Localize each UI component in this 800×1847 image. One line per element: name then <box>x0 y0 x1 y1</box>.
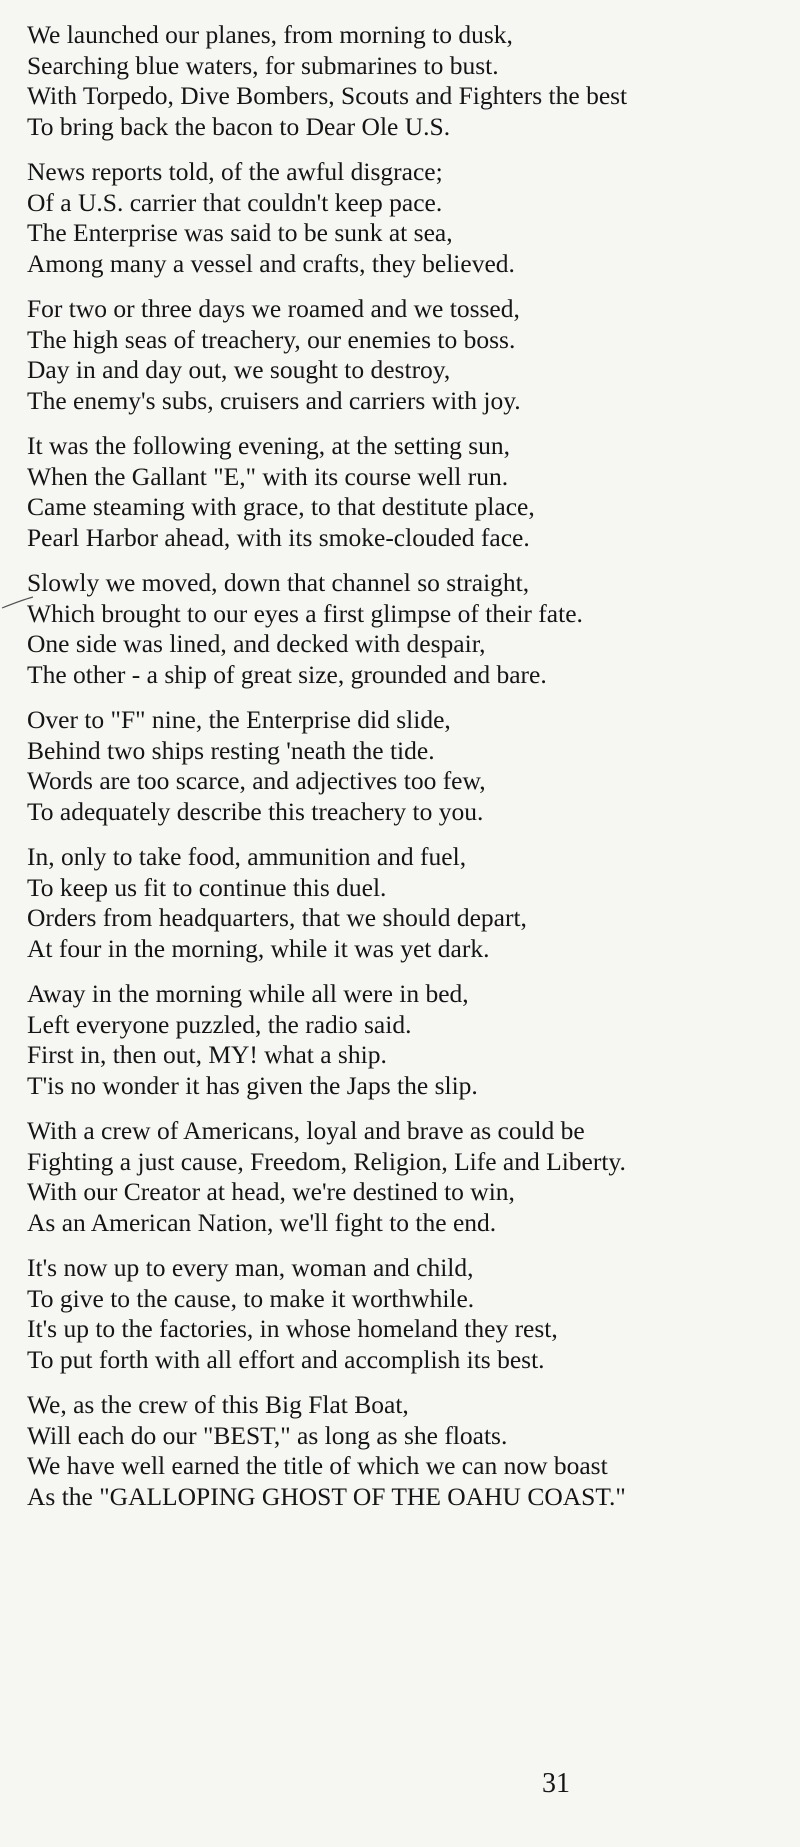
poem-line: Left everyone puzzled, the radio said. <box>27 1009 412 1039</box>
poem-line: Came steaming with grace, to that destitute place, <box>27 492 535 521</box>
stanza <box>27 1390 767 1512</box>
stanza <box>27 157 767 279</box>
poem-line: We launched our planes, from morning to dusk, <box>27 20 513 49</box>
stanza <box>27 431 767 553</box>
poem-line: Day in and day out, we sought to destroy, <box>27 355 451 384</box>
stanza <box>27 1116 767 1238</box>
poem-line: Will each do our "BEST," as long as she floats. <box>27 1420 508 1450</box>
poem-line: It was the following evening, at the setting sun, <box>27 431 510 460</box>
poem-line: The Enterprise was said to be sunk at sea, <box>27 218 453 247</box>
poem-line: It's now up to every man, woman and child, <box>27 1253 474 1282</box>
poem-line: Of a U.S. carrier that couldn't keep pace. <box>27 187 443 217</box>
poem-line: As the "GALLOPING GHOST OF THE OAHU COAST." <box>27 1481 626 1511</box>
poem-line: At four in the morning, while it was yet dark. <box>27 933 490 963</box>
poem-line: To bring back the bacon to Dear Ole U.S. <box>27 111 451 141</box>
poem-line: Over to "F" nine, the Enterprise did slide, <box>27 705 451 734</box>
poem-line: One side was lined, and decked with despair, <box>27 629 486 658</box>
stanza <box>27 842 767 964</box>
poem-line: With a crew of Americans, loyal and brave as could be <box>27 1116 585 1145</box>
stanza <box>27 294 767 416</box>
poem-line: News reports told, of the awful disgrace; <box>27 157 443 186</box>
poem-line: Fighting a just cause, Freedom, Religion, Life and Liberty. <box>27 1146 626 1176</box>
poem-line: The enemy's subs, cruisers and carriers with joy. <box>27 385 521 415</box>
stanza <box>27 705 767 827</box>
poem-line: Searching blue waters, for submarines to bust. <box>27 50 499 80</box>
poem-line: T'is no wonder it has given the Japs the slip. <box>27 1070 478 1100</box>
stanza <box>27 979 767 1101</box>
poem-line: It's up to the factories, in whose homeland they rest, <box>27 1314 558 1343</box>
poem-line: With our Creator at head, we're destined to win, <box>27 1177 515 1206</box>
poem-line: As an American Nation, we'll fight to the end. <box>27 1207 497 1237</box>
poem-line: To adequately describe this treachery to you. <box>27 796 484 826</box>
stanza <box>27 1253 767 1375</box>
poem-line: Among many a vessel and crafts, they believed. <box>27 248 515 278</box>
stanza <box>27 20 767 142</box>
page-number: 31 <box>542 1768 570 1799</box>
poem-line: For two or three days we roamed and we tossed, <box>27 294 520 323</box>
poem-line: Words are too scarce, and adjectives too few, <box>27 766 486 795</box>
poem-line: To give to the cause, to make it worthwhile. <box>27 1283 475 1313</box>
poem-line: Away in the morning while all were in bed, <box>27 979 469 1008</box>
poem-line: We have well earned the title of which we can now boast <box>27 1451 608 1480</box>
poem-line: The high seas of treachery, our enemies to boss. <box>27 324 516 354</box>
poem-line: In, only to take food, ammunition and fuel, <box>27 842 467 871</box>
poem-line: We, as the crew of this Big Flat Boat, <box>27 1390 409 1419</box>
poem-line: With Torpedo, Dive Bombers, Scouts and Fighters the best <box>27 81 628 110</box>
poem-line: Behind two ships resting 'neath the tide. <box>27 735 435 765</box>
poem-line: The other - a ship of great size, grounded and bare. <box>27 659 547 689</box>
poem-line: First in, then out, MY! what a ship. <box>27 1040 387 1069</box>
poem-line: Orders from headquarters, that we should depart, <box>27 903 527 932</box>
poem-line: Pearl Harbor ahead, with its smoke-clouded face. <box>27 522 530 552</box>
stanza <box>27 568 767 690</box>
poem-line: Slowly we moved, down that channel so straight, <box>27 568 530 597</box>
poem-line: To keep us fit to continue this duel. <box>27 872 387 902</box>
poem-line: When the Gallant "E," with its course well run. <box>27 461 509 491</box>
poem-line: Which brought to our eyes a first glimpse of their fate. <box>27 598 583 628</box>
poem-line: To put forth with all effort and accomplish its best. <box>27 1344 545 1374</box>
poem <box>27 20 767 1527</box>
